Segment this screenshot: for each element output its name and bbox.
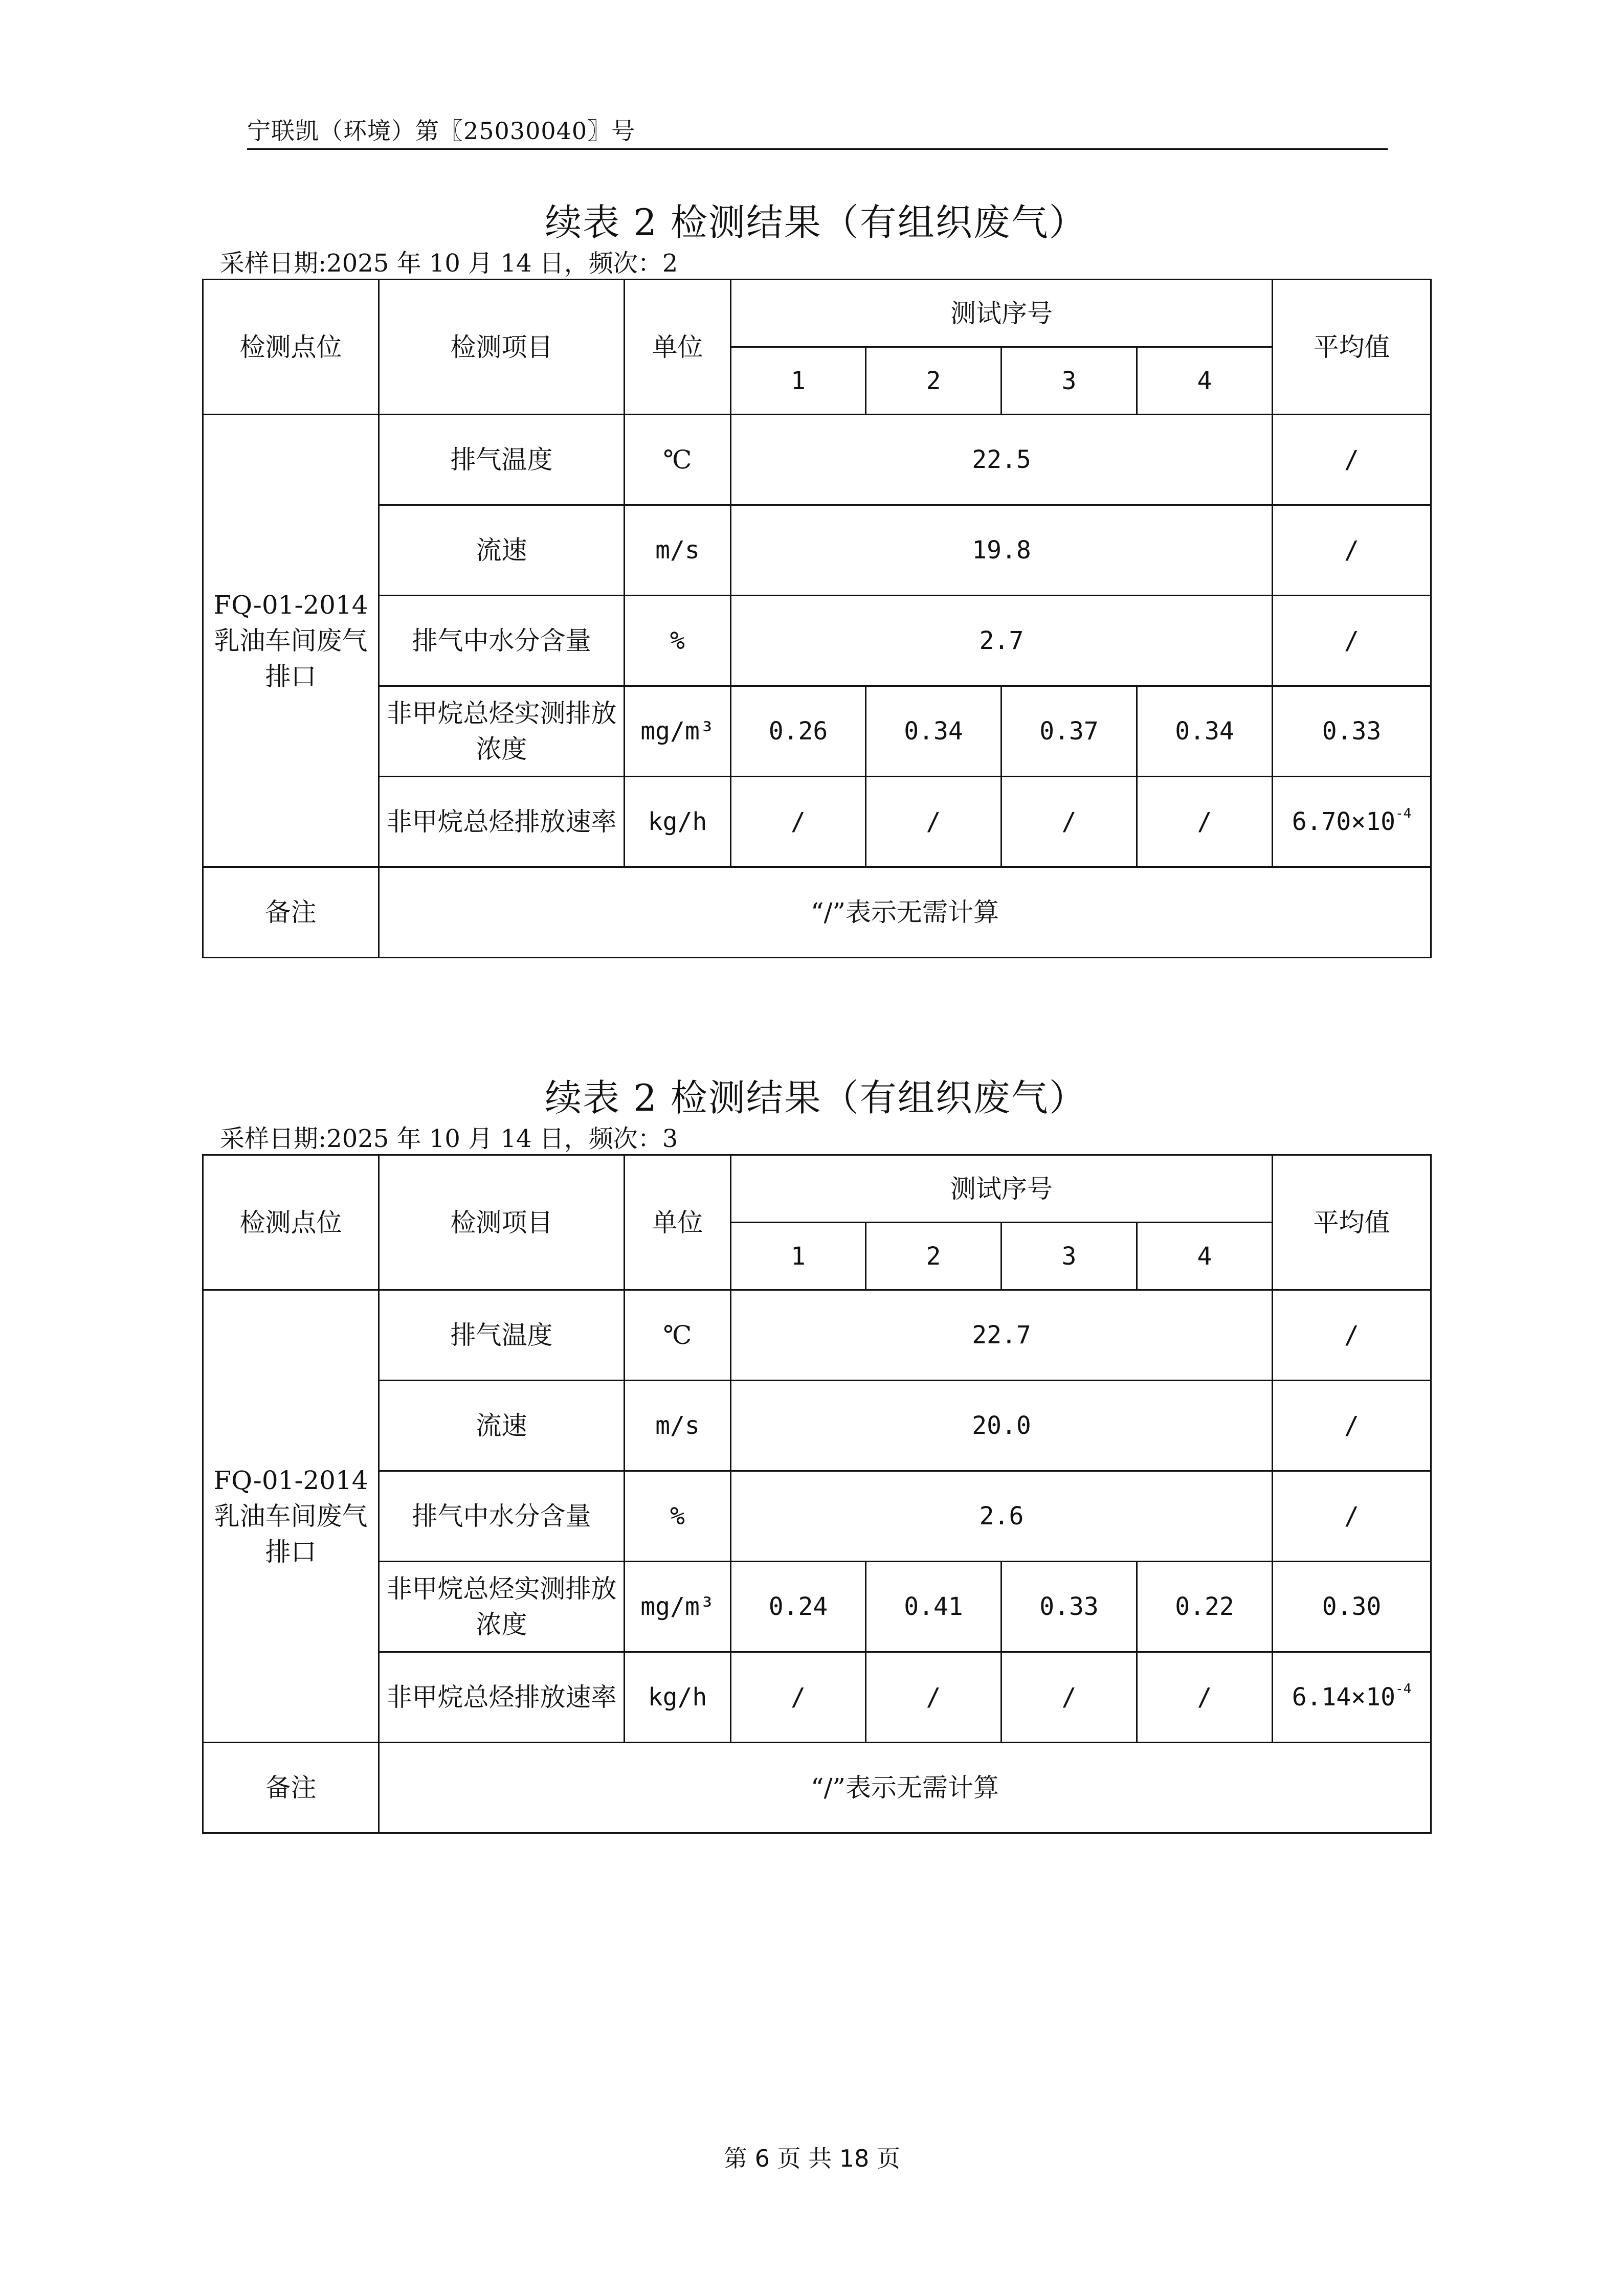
row-unit: ℃ <box>625 415 731 505</box>
row-item: 排气温度 <box>379 415 625 505</box>
results-table <box>202 279 1432 958</box>
test-no-1: 1 <box>731 347 866 415</box>
row-unit: m/s <box>625 505 731 596</box>
col-header-average: 平均值 <box>1273 1155 1431 1290</box>
section-title: 续表 2 检测结果（有组织废气） <box>545 201 1087 244</box>
row-item: 非甲烷总烃排放速率 <box>379 1652 625 1743</box>
row-average <box>1273 777 1431 867</box>
doc-number: 宁联凯（环境）第〖25030040〗号 <box>247 117 636 145</box>
monitoring-point: FQ-01-2014 乳油车间废气排口 <box>203 415 379 867</box>
col-header-test-no: 测试序号 <box>731 1155 1273 1223</box>
average-exponent: -4 <box>1395 806 1412 821</box>
average-base: 6.70×10 <box>1292 807 1395 836</box>
table-row <box>203 1290 1431 1381</box>
row-item: 非甲烷总烃实测排放浓度 <box>379 1562 625 1652</box>
remark-row <box>203 1743 1431 1833</box>
table-row <box>203 1652 1431 1743</box>
test-no-4: 4 <box>1137 1223 1273 1290</box>
row-value: 22.7 <box>731 1290 1273 1381</box>
row-unit: ℃ <box>625 1290 731 1381</box>
monitoring-point: FQ-01-2014 乳油车间废气排口 <box>203 1290 379 1743</box>
section-title: 续表 2 检测结果（有组织废气） <box>545 1076 1087 1119</box>
sampling-meta: 采样日期:2025 年 10 月 14 日，频次：2 <box>220 249 678 278</box>
row-item: 排气中水分含量 <box>379 1471 625 1562</box>
row-average <box>1273 1652 1431 1743</box>
results-table <box>202 1154 1432 1834</box>
remark-label: 备注 <box>203 867 379 958</box>
remark-row <box>203 867 1431 958</box>
row-value: / <box>1137 777 1273 867</box>
remark-text: “/”表示无需计算 <box>379 1743 1431 1833</box>
row-value: / <box>1137 1652 1273 1743</box>
test-no-1: 1 <box>731 1223 866 1290</box>
row-value: / <box>731 1652 866 1743</box>
table-row <box>203 1381 1431 1471</box>
col-header-point: 检测点位 <box>203 280 379 415</box>
row-unit: kg/h <box>625 777 731 867</box>
row-average: / <box>1273 596 1431 686</box>
sampling-meta: 采样日期:2025 年 10 月 14 日，频次：3 <box>220 1124 678 1153</box>
table-row <box>203 686 1431 777</box>
average-exponent: -4 <box>1395 1681 1412 1697</box>
row-value: / <box>866 777 1002 867</box>
row-value: 0.34 <box>866 686 1002 777</box>
col-header-item: 检测项目 <box>379 280 625 415</box>
row-value: 22.5 <box>731 415 1273 505</box>
result-section-1 <box>202 197 1430 958</box>
table-row <box>203 1471 1431 1562</box>
row-average: 0.30 <box>1273 1562 1431 1652</box>
col-header-unit: 单位 <box>625 1155 731 1290</box>
row-unit: kg/h <box>625 1652 731 1743</box>
page-footer: 第 6 页 共 18 页 <box>724 2145 900 2172</box>
average-base: 6.14×10 <box>1292 1683 1395 1712</box>
table-row <box>203 1562 1431 1652</box>
row-unit: % <box>625 1471 731 1562</box>
row-item: 排气温度 <box>379 1290 625 1381</box>
col-header-test-no: 测试序号 <box>731 280 1273 347</box>
row-value: 0.37 <box>1002 686 1137 777</box>
row-value: 0.26 <box>731 686 866 777</box>
row-item: 排气中水分含量 <box>379 596 625 686</box>
row-average: / <box>1273 1290 1431 1381</box>
row-item: 非甲烷总烃实测排放浓度 <box>379 686 625 777</box>
row-value: 2.7 <box>731 596 1273 686</box>
row-value: / <box>1002 777 1137 867</box>
row-average: 0.33 <box>1273 686 1431 777</box>
remark-label: 备注 <box>203 1743 379 1833</box>
col-header-average: 平均值 <box>1273 280 1431 415</box>
row-value: 20.0 <box>731 1381 1273 1471</box>
remark-text: “/”表示无需计算 <box>379 867 1431 958</box>
row-unit: mg/m³ <box>625 686 731 777</box>
row-value: / <box>1002 1652 1137 1743</box>
row-value: / <box>731 777 866 867</box>
row-average: / <box>1273 415 1431 505</box>
row-item: 非甲烷总烃排放速率 <box>379 777 625 867</box>
row-unit: % <box>625 596 731 686</box>
test-no-2: 2 <box>866 347 1002 415</box>
table-row <box>203 777 1431 867</box>
row-value: 0.24 <box>731 1562 866 1652</box>
document-header <box>247 114 1388 150</box>
col-header-unit: 单位 <box>625 280 731 415</box>
table-row <box>203 596 1431 686</box>
table-row <box>203 415 1431 505</box>
row-value: / <box>866 1652 1002 1743</box>
test-no-3: 3 <box>1002 1223 1137 1290</box>
row-value: 0.41 <box>866 1562 1002 1652</box>
row-value: 0.33 <box>1002 1562 1137 1652</box>
row-average: / <box>1273 505 1431 596</box>
row-value: 0.22 <box>1137 1562 1273 1652</box>
col-header-item: 检测项目 <box>379 1155 625 1290</box>
col-header-point: 检测点位 <box>203 1155 379 1290</box>
row-item: 流速 <box>379 505 625 596</box>
test-no-4: 4 <box>1137 347 1273 415</box>
result-section-2 <box>202 1072 1430 1834</box>
test-no-3: 3 <box>1002 347 1137 415</box>
row-item: 流速 <box>379 1381 625 1471</box>
test-no-2: 2 <box>866 1223 1002 1290</box>
row-value: 0.34 <box>1137 686 1273 777</box>
table-row <box>203 505 1431 596</box>
row-unit: mg/m³ <box>625 1562 731 1652</box>
row-value: 19.8 <box>731 505 1273 596</box>
row-unit: m/s <box>625 1381 731 1471</box>
row-value: 2.6 <box>731 1471 1273 1562</box>
row-average: / <box>1273 1381 1431 1471</box>
row-average: / <box>1273 1471 1431 1562</box>
